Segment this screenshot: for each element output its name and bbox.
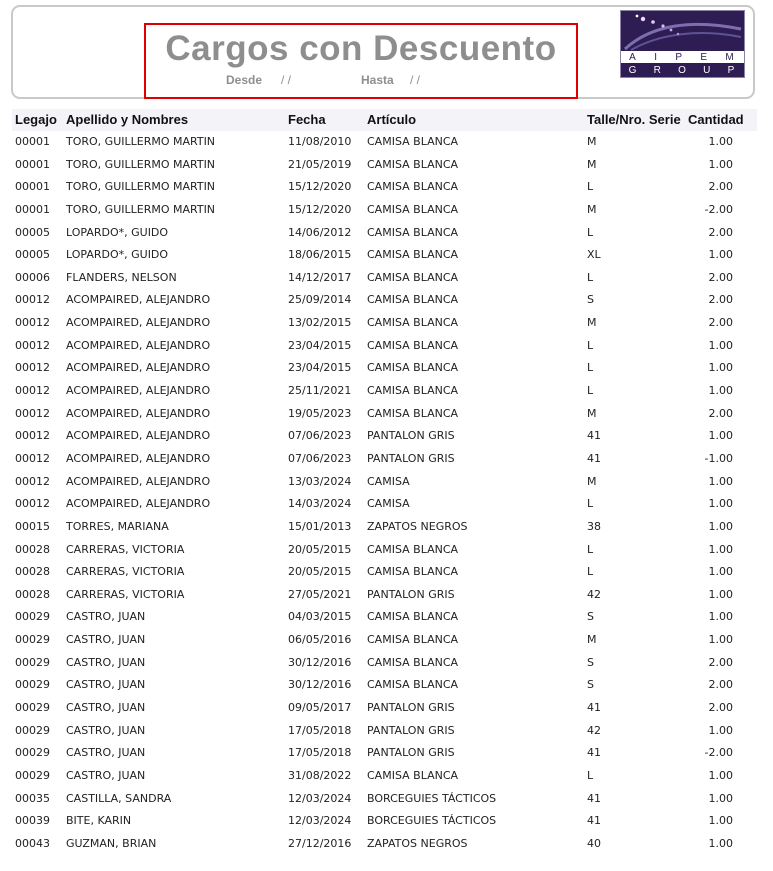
cell-cantidad: 1.00: [708, 135, 733, 148]
cell-cantidad: 2.00: [708, 701, 733, 715]
cell-fecha: 14/03/2024: [288, 497, 352, 511]
cell-fecha: 30/12/2016: [288, 678, 352, 692]
col-header-articulo: Artículo: [367, 112, 417, 127]
cell-nombre: LOPARDO*, GUIDO: [66, 248, 169, 262]
cell-legajo: 00001: [15, 202, 50, 216]
cell-nombre: ACOMPAIRED, ALEJANDRO: [66, 451, 211, 465]
logo-row-top: [621, 51, 744, 63]
cell-legajo: 00012: [15, 293, 50, 307]
cell-legajo: 00012: [15, 451, 50, 465]
table-row: [12, 176, 757, 199]
cell-talle: L: [587, 497, 594, 511]
desde-label: Desde: [226, 73, 263, 87]
cell-legajo: 00029: [15, 768, 50, 782]
cell-articulo: CAMISA BLANCA: [367, 655, 459, 669]
cell-nombre: CASTRO, JUAN: [66, 701, 146, 715]
cell-talle: L: [587, 361, 594, 375]
cell-legajo: 00001: [15, 157, 50, 171]
table-row: [12, 674, 757, 697]
cell-talle: M: [587, 406, 597, 420]
cell-fecha: 13/02/2015: [288, 316, 352, 330]
table-row: [12, 765, 757, 788]
cell-articulo: PANTALON GRIS: [367, 701, 455, 715]
cell-cantidad: 1.00: [708, 497, 733, 511]
cell-talle: L: [587, 338, 594, 352]
cell-legajo: 00039: [15, 814, 50, 828]
cell-legajo: 00006: [15, 270, 50, 284]
cell-fecha: 14/12/2017: [288, 270, 352, 284]
cell-cantidad: 1.00: [708, 157, 733, 171]
cell-fecha: 21/05/2019: [288, 157, 352, 171]
cell-talle: L: [587, 565, 594, 579]
cell-legajo: 00012: [15, 474, 50, 488]
cell-articulo: CAMISA BLANCA: [367, 316, 459, 330]
cell-fecha: 06/05/2016: [288, 633, 352, 647]
table-row: [12, 561, 757, 584]
cell-fecha: 20/05/2015: [288, 542, 352, 556]
cell-legajo: 00029: [15, 746, 50, 760]
cell-legajo: 00029: [15, 723, 50, 737]
cell-cantidad: 1.00: [708, 587, 733, 601]
logo-letter: G: [628, 65, 639, 76]
cell-talle: 41: [587, 791, 601, 805]
table-row: [12, 833, 757, 856]
cell-nombre: CASTRO, JUAN: [66, 610, 146, 624]
cell-cantidad: -2.00: [704, 202, 733, 216]
cell-articulo: BORCEGUIES TÁCTICOS: [367, 814, 497, 828]
cell-nombre: CASTRO, JUAN: [66, 768, 146, 782]
cell-cantidad: 2.00: [708, 225, 733, 239]
cell-talle: M: [587, 135, 597, 148]
cell-articulo: CAMISA BLANCA: [367, 542, 459, 556]
cell-legajo: 00029: [15, 633, 50, 647]
cell-fecha: 23/04/2015: [288, 361, 352, 375]
cell-talle: L: [587, 384, 594, 398]
table-row: [12, 471, 757, 494]
cell-nombre: LOPARDO*, GUIDO: [66, 225, 169, 239]
cell-fecha: 04/03/2015: [288, 610, 352, 624]
cell-cantidad: 2.00: [708, 406, 733, 420]
logo-letter: P: [675, 51, 685, 63]
logo-row-bottom: [621, 64, 744, 77]
cell-fecha: 27/12/2016: [288, 836, 352, 850]
cell-articulo: ZAPATOS NEGROS: [367, 836, 468, 850]
cell-nombre: ACOMPAIRED, ALEJANDRO: [66, 406, 211, 420]
cell-nombre: ACOMPAIRED, ALEJANDRO: [66, 429, 211, 443]
cell-fecha: 31/08/2022: [288, 768, 352, 782]
cell-articulo: ZAPATOS NEGROS: [367, 519, 468, 533]
cell-legajo: 00043: [15, 836, 50, 850]
cell-legajo: 00035: [15, 791, 50, 805]
cell-nombre: TORO, GUILLERMO MARTIN: [66, 135, 216, 148]
table-row: [12, 448, 757, 471]
cell-articulo: PANTALON GRIS: [367, 429, 455, 443]
cell-talle: 41: [587, 451, 601, 465]
cell-legajo: 00012: [15, 384, 50, 398]
cell-legajo: 00012: [15, 497, 50, 511]
cell-legajo: 00005: [15, 225, 50, 239]
table-row: [12, 584, 757, 607]
cell-legajo: 00012: [15, 406, 50, 420]
cell-fecha: 18/06/2015: [288, 248, 352, 262]
cell-fecha: 09/05/2017: [288, 701, 352, 715]
cell-legajo: 00001: [15, 180, 50, 194]
cell-fecha: 19/05/2023: [288, 406, 352, 420]
cell-cantidad: 2.00: [708, 678, 733, 692]
report-title-box: [144, 23, 578, 99]
table-row: [12, 425, 757, 448]
cell-legajo: 00028: [15, 587, 50, 601]
cell-legajo: 00005: [15, 248, 50, 262]
cell-fecha: 25/11/2021: [288, 384, 352, 398]
cell-articulo: PANTALON GRIS: [367, 587, 455, 601]
cell-articulo: PANTALON GRIS: [367, 451, 455, 465]
cell-nombre: CASTRO, JUAN: [66, 655, 146, 669]
desde-value: / /: [281, 73, 292, 87]
cell-nombre: FLANDERS, NELSON: [66, 270, 177, 284]
cell-fecha: 15/01/2013: [288, 519, 352, 533]
cell-nombre: CASTILLA, SANDRA: [66, 791, 172, 805]
cell-nombre: BITE, KARIN: [66, 814, 132, 828]
table-row: [12, 493, 757, 516]
cell-legajo: 00028: [15, 542, 50, 556]
logo-letter: E: [700, 51, 710, 63]
cell-nombre: ACOMPAIRED, ALEJANDRO: [66, 316, 211, 330]
table-row: [12, 380, 757, 403]
cell-legajo: 00015: [15, 519, 50, 533]
cell-fecha: 11/08/2010: [288, 135, 352, 148]
table-row: [12, 403, 757, 426]
table-row: [12, 267, 757, 290]
cell-cantidad: 2.00: [708, 293, 733, 307]
cell-talle: 40: [587, 836, 601, 850]
col-header-nombre: Apellido y Nombres: [66, 112, 189, 127]
cell-talle: M: [587, 157, 597, 171]
cell-talle: 41: [587, 429, 601, 443]
report-title: Cargos con Descuento: [165, 29, 557, 68]
table-row: [12, 357, 757, 380]
cell-cantidad: 1.00: [708, 633, 733, 647]
cell-talle: L: [587, 180, 594, 194]
cell-articulo: CAMISA BLANCA: [367, 248, 459, 262]
cell-legajo: 00029: [15, 701, 50, 715]
cell-nombre: ACOMPAIRED, ALEJANDRO: [66, 293, 211, 307]
cell-cantidad: 1.00: [708, 791, 733, 805]
hasta-label: Hasta: [361, 73, 394, 87]
cell-talle: L: [587, 270, 594, 284]
table-row: [12, 606, 757, 629]
cell-cantidad: 1.00: [708, 723, 733, 737]
hasta-value: / /: [410, 73, 421, 87]
table-row: [12, 516, 757, 539]
cell-cantidad: 1.00: [708, 836, 733, 850]
cell-cantidad: 1.00: [708, 248, 733, 262]
table-row: [12, 154, 757, 177]
table-header: [12, 109, 757, 131]
col-header-legajo: Legajo: [15, 112, 57, 127]
cell-legajo: 00012: [15, 429, 50, 443]
cell-articulo: CAMISA: [367, 474, 410, 488]
cell-cantidad: 1.00: [708, 361, 733, 375]
cell-articulo: CAMISA BLANCA: [367, 180, 459, 194]
logo-letter: M: [725, 51, 736, 63]
cell-nombre: TORO, GUILLERMO MARTIN: [66, 202, 216, 216]
cell-talle: M: [587, 316, 597, 330]
cell-fecha: 07/06/2023: [288, 429, 352, 443]
cell-articulo: CAMISA BLANCA: [367, 633, 459, 647]
table-row: [12, 742, 757, 765]
cell-fecha: 12/03/2024: [288, 814, 352, 828]
table-row: [12, 222, 757, 245]
cell-articulo: CAMISA BLANCA: [367, 610, 459, 624]
cell-nombre: CASTRO, JUAN: [66, 723, 146, 737]
cell-cantidad: 1.00: [708, 384, 733, 398]
cell-talle: XL: [587, 248, 601, 262]
table-row: [12, 629, 757, 652]
cell-fecha: 30/12/2016: [288, 655, 352, 669]
cell-nombre: GUZMAN, BRIAN: [66, 836, 157, 850]
cell-cantidad: -1.00: [704, 451, 733, 465]
logo-letter: O: [678, 65, 688, 76]
cell-cantidad: 1.00: [708, 565, 733, 579]
cell-nombre: CASTRO, JUAN: [66, 746, 146, 760]
cell-cantidad: 1.00: [708, 768, 733, 782]
cell-nombre: ACOMPAIRED, ALEJANDRO: [66, 384, 211, 398]
cell-fecha: 17/05/2018: [288, 746, 352, 760]
cell-talle: S: [587, 610, 594, 624]
cell-talle: L: [587, 542, 594, 556]
cell-nombre: ACOMPAIRED, ALEJANDRO: [66, 338, 211, 352]
cell-articulo: CAMISA BLANCA: [367, 135, 459, 148]
cell-nombre: CARRERAS, VICTORIA: [66, 587, 185, 601]
col-header-talle: Talle/Nro. Serie: [587, 112, 681, 127]
cell-talle: 41: [587, 746, 601, 760]
cell-fecha: 12/03/2024: [288, 791, 352, 805]
cell-nombre: ACOMPAIRED, ALEJANDRO: [66, 497, 211, 511]
cell-articulo: CAMISA BLANCA: [367, 338, 459, 352]
table-row: [12, 810, 757, 833]
cell-cantidad: 1.00: [708, 338, 733, 352]
table-row: [12, 697, 757, 720]
cell-articulo: CAMISA BLANCA: [367, 225, 459, 239]
cell-nombre: ACOMPAIRED, ALEJANDRO: [66, 361, 211, 375]
cell-fecha: 13/03/2024: [288, 474, 352, 488]
cell-articulo: PANTALON GRIS: [367, 723, 455, 737]
table-row: [12, 289, 757, 312]
cell-legajo: 00001: [15, 135, 50, 148]
cell-cantidad: 1.00: [708, 542, 733, 556]
cell-talle: 41: [587, 701, 601, 715]
cell-talle: M: [587, 202, 597, 216]
cell-talle: 42: [587, 587, 601, 601]
cell-articulo: CAMISA BLANCA: [367, 384, 459, 398]
cell-cantidad: -2.00: [704, 746, 733, 760]
cell-talle: S: [587, 655, 594, 669]
cell-articulo: CAMISA BLANCA: [367, 768, 459, 782]
cell-nombre: TORO, GUILLERMO MARTIN: [66, 157, 216, 171]
cell-fecha: 20/05/2015: [288, 565, 352, 579]
cell-legajo: 00029: [15, 655, 50, 669]
cell-legajo: 00028: [15, 565, 50, 579]
cell-talle: M: [587, 474, 597, 488]
cell-fecha: 14/06/2012: [288, 225, 352, 239]
cell-articulo: CAMISA: [367, 497, 410, 511]
cell-talle: 38: [587, 519, 601, 533]
cell-legajo: 00029: [15, 678, 50, 692]
cell-legajo: 00012: [15, 361, 50, 375]
cell-fecha: 15/12/2020: [288, 180, 352, 194]
cell-articulo: CAMISA BLANCA: [367, 270, 459, 284]
table-row: [12, 312, 757, 335]
table-row: [12, 131, 757, 154]
cell-articulo: PANTALON GRIS: [367, 746, 455, 760]
cell-cantidad: 1.00: [708, 610, 733, 624]
cell-articulo: CAMISA BLANCA: [367, 678, 459, 692]
cell-legajo: 00029: [15, 610, 50, 624]
cell-nombre: CARRERAS, VICTORIA: [66, 542, 185, 556]
cell-cantidad: 2.00: [708, 180, 733, 194]
cell-articulo: CAMISA BLANCA: [367, 293, 459, 307]
logo-letter: R: [653, 65, 663, 76]
table-row: [12, 244, 757, 267]
logo-letter: A: [629, 51, 638, 63]
cell-talle: L: [587, 225, 594, 239]
cargos-table: [12, 109, 757, 856]
cell-nombre: ACOMPAIRED, ALEJANDRO: [66, 474, 211, 488]
logo-swoosh-icon: [621, 11, 744, 51]
table-row: [12, 788, 757, 811]
cell-legajo: 00012: [15, 338, 50, 352]
cell-nombre: CASTRO, JUAN: [66, 678, 146, 692]
cell-fecha: 07/06/2023: [288, 451, 352, 465]
cell-fecha: 27/05/2021: [288, 587, 352, 601]
cell-articulo: CAMISA BLANCA: [367, 157, 459, 171]
company-logo: [620, 10, 745, 78]
table-body: [12, 131, 757, 856]
table-row: [12, 335, 757, 358]
cell-nombre: CARRERAS, VICTORIA: [66, 565, 185, 579]
cell-cantidad: 1.00: [708, 474, 733, 488]
cell-articulo: CAMISA BLANCA: [367, 202, 459, 216]
col-header-cantidad: Cantidad: [688, 112, 744, 127]
logo-letter: P: [727, 65, 737, 76]
cell-talle: S: [587, 293, 594, 307]
cell-talle: S: [587, 678, 594, 692]
cell-talle: M: [587, 633, 597, 647]
cell-cantidad: 2.00: [708, 270, 733, 284]
cell-talle: L: [587, 768, 594, 782]
cell-nombre: TORO, GUILLERMO MARTIN: [66, 180, 216, 194]
cell-fecha: 15/12/2020: [288, 202, 352, 216]
logo-letter: I: [654, 51, 659, 63]
cell-cantidad: 2.00: [708, 316, 733, 330]
cell-cantidad: 1.00: [708, 429, 733, 443]
cell-nombre: TORRES, MARIANA: [66, 519, 169, 533]
cell-fecha: 25/09/2014: [288, 293, 352, 307]
cell-articulo: CAMISA BLANCA: [367, 361, 459, 375]
cell-cantidad: 2.00: [708, 655, 733, 669]
cell-fecha: 17/05/2018: [288, 723, 352, 737]
cell-cantidad: 1.00: [708, 814, 733, 828]
table-row: [12, 199, 757, 222]
table-row: [12, 539, 757, 562]
cell-talle: 41: [587, 814, 601, 828]
cell-articulo: CAMISA BLANCA: [367, 565, 459, 579]
cell-cantidad: 1.00: [708, 519, 733, 533]
cell-legajo: 00012: [15, 316, 50, 330]
table-row: [12, 720, 757, 743]
col-header-fecha: Fecha: [288, 112, 326, 127]
cell-talle: 42: [587, 723, 601, 737]
cell-fecha: 23/04/2015: [288, 338, 352, 352]
logo-letter: U: [703, 65, 713, 76]
cell-articulo: BORCEGUIES TÁCTICOS: [367, 791, 497, 805]
table-row: [12, 652, 757, 675]
cell-nombre: CASTRO, JUAN: [66, 633, 146, 647]
cell-articulo: CAMISA BLANCA: [367, 406, 459, 420]
